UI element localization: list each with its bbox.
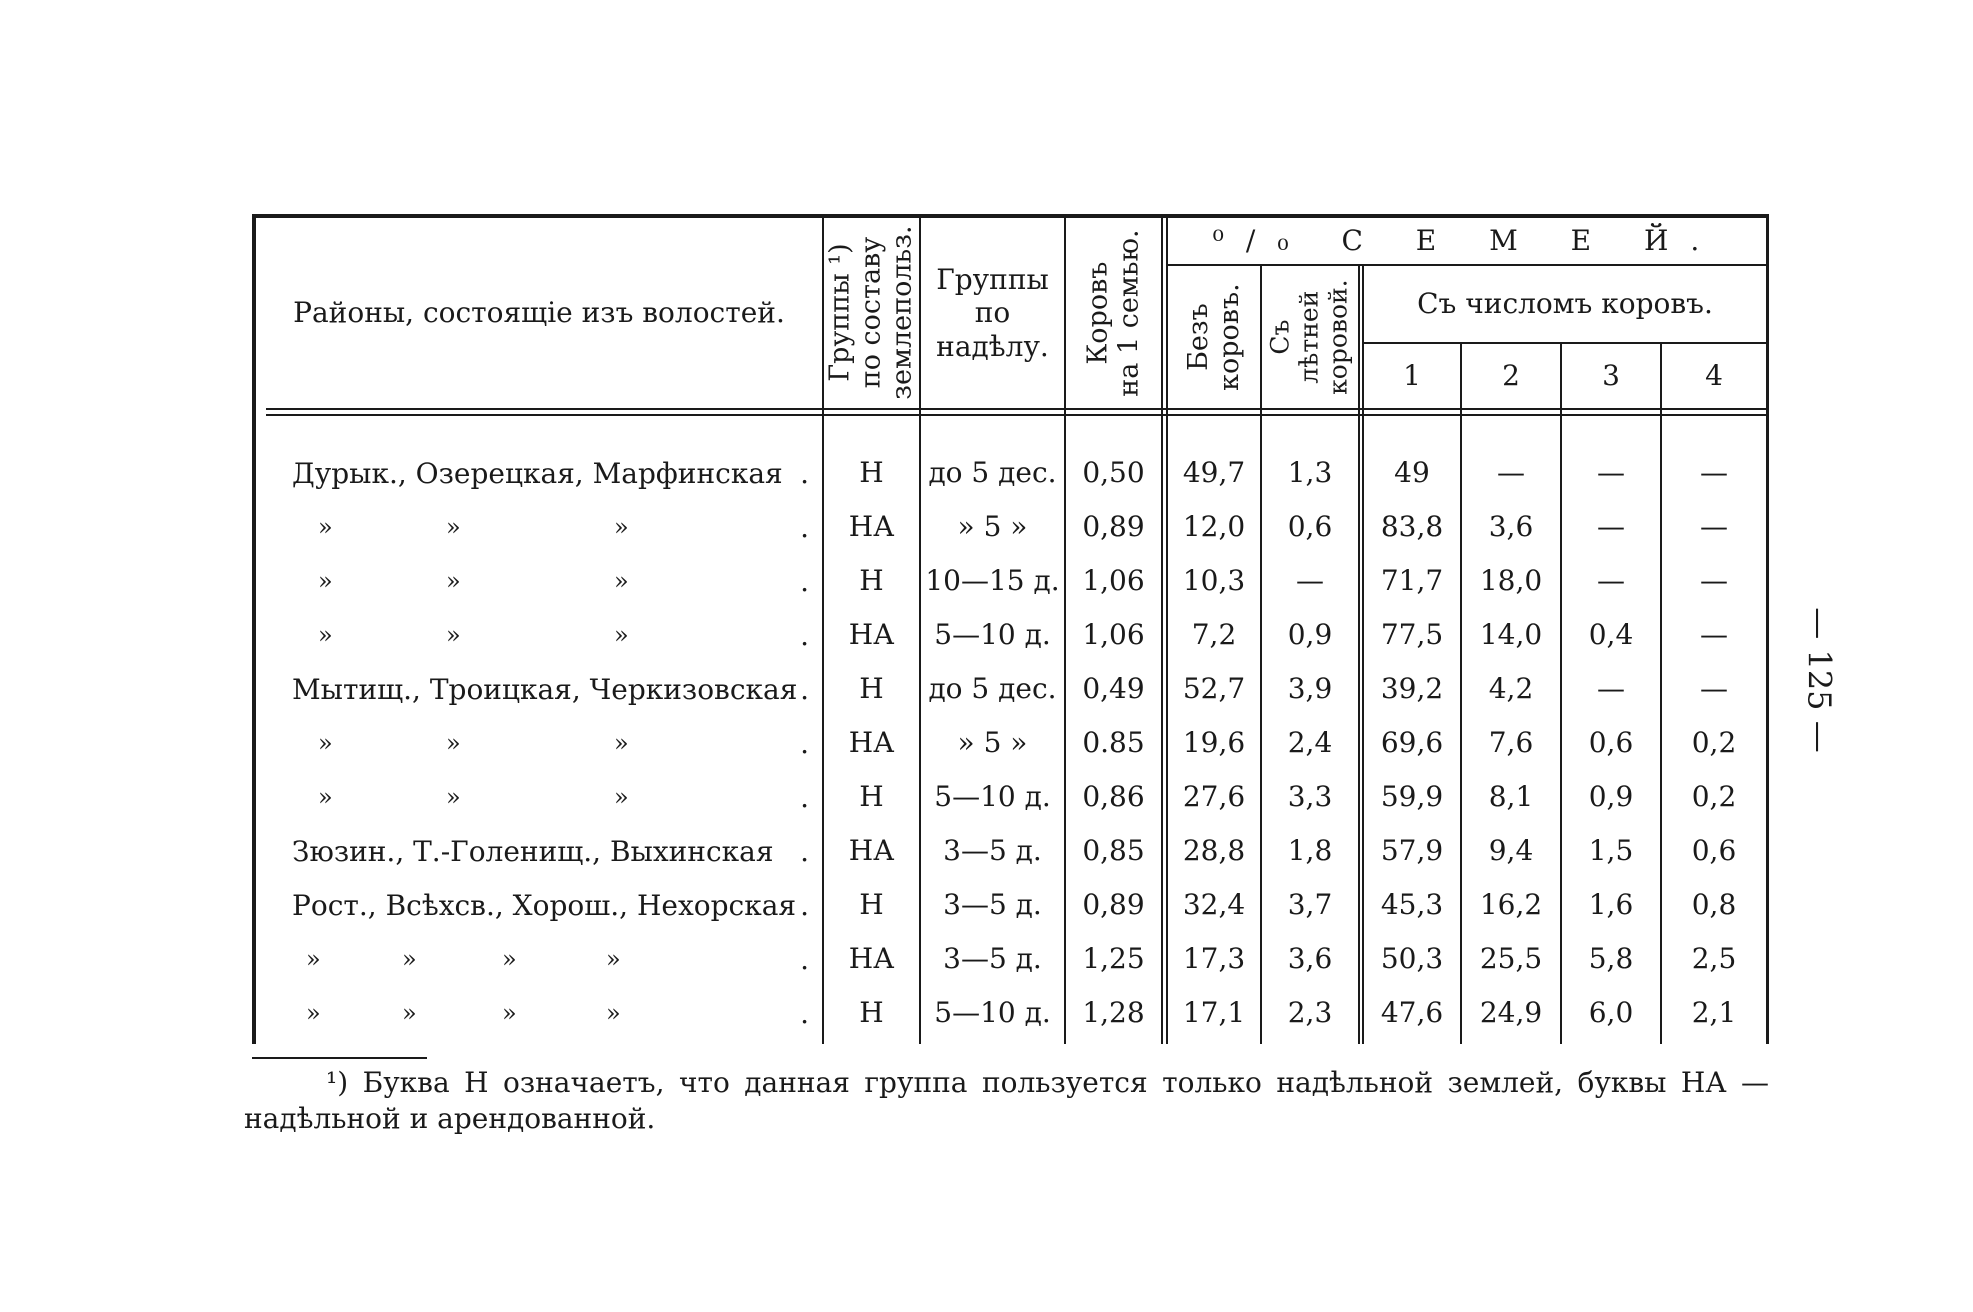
table-cell-cows: 0.85 xyxy=(1082,726,1145,760)
leader-dot: . xyxy=(800,564,809,598)
leader-dot: . xyxy=(800,942,809,976)
table-cell-allot: 5—10 д. xyxy=(934,618,1051,652)
table-cell-c4: — xyxy=(1700,564,1728,598)
region-name: Рост., Всѣхсв., Хорош., Нехорская xyxy=(292,888,797,922)
table-cell-c4: 0,2 xyxy=(1691,780,1737,814)
ditto-mark: » xyxy=(318,729,333,757)
table-cell-summer: 2,3 xyxy=(1287,996,1333,1030)
table-cell-c1: 69,6 xyxy=(1380,726,1444,760)
ditto-mark: » xyxy=(318,513,333,541)
table-cell-summer: 2,4 xyxy=(1287,726,1333,760)
table-cell-summer: 3,9 xyxy=(1287,672,1333,706)
table-cell-c3: 0,6 xyxy=(1588,726,1634,760)
table-cell-cows: 0,89 xyxy=(1082,510,1145,544)
table-cell-c1: 77,5 xyxy=(1380,618,1444,652)
table-cell-cows: 0,85 xyxy=(1082,834,1145,868)
ditto-mark: » xyxy=(306,999,321,1027)
table-cell-allot: » 5 » xyxy=(957,726,1028,760)
table-cell-c4: — xyxy=(1700,618,1728,652)
table-cell-c1: 57,9 xyxy=(1380,834,1444,868)
table-cell-allot: 3—5 д. xyxy=(943,834,1042,868)
region-name: Мытищ., Троицкая, Черкизовская xyxy=(292,672,798,706)
table-cell-summer: — xyxy=(1296,564,1324,598)
row-region xyxy=(256,932,823,986)
row-region xyxy=(256,500,823,554)
table-cell-group: Н xyxy=(859,996,884,1030)
table-cell-cows: 0,49 xyxy=(1082,672,1145,706)
table-cell-c4: 0,2 xyxy=(1691,726,1737,760)
ditto-mark: » xyxy=(446,567,461,595)
footnote-line-1: ¹) Буква Н означаетъ, что данная группа пользуется только надѣльной землей, буквы НА — xyxy=(326,1066,1769,1099)
table-cell-allot: до 5 дес. xyxy=(928,456,1057,490)
table-cell-c2: 25,5 xyxy=(1479,942,1543,976)
row-region xyxy=(256,446,823,500)
table-cell-group: Н xyxy=(859,888,884,922)
header-regions: Районы, состоящіе изъ волостей. xyxy=(293,296,785,330)
table-cell-c1: 59,9 xyxy=(1380,780,1444,814)
table-cell-c3: — xyxy=(1597,672,1625,706)
footnote-line-2: надѣльной и арендованной. xyxy=(244,1102,656,1135)
table-cell-c2: 9,4 xyxy=(1488,834,1534,868)
table-cell-cows: 0,89 xyxy=(1082,888,1145,922)
table-cell-group: НА xyxy=(848,618,895,652)
table-cell-none: 52,7 xyxy=(1182,672,1246,706)
table-cell-cows: 1,06 xyxy=(1082,564,1145,598)
table-cell-c3: 0,9 xyxy=(1588,780,1634,814)
row-region xyxy=(256,716,823,770)
ditto-mark: » xyxy=(318,783,333,811)
table-cell-c3: 0,4 xyxy=(1588,618,1634,652)
table-cell-cows: 0,50 xyxy=(1082,456,1145,490)
table-cell-group: Н xyxy=(859,780,884,814)
region-name: Зюзин., Т.-Голенищ., Выхинская xyxy=(292,834,774,868)
leader-dot: . xyxy=(800,996,809,1030)
table-cell-c4: 0,6 xyxy=(1691,834,1737,868)
table-cell-summer: 3,3 xyxy=(1287,780,1333,814)
region-name: Дурык., Озерецкая, Марфинская xyxy=(292,456,783,490)
ditto-mark: » xyxy=(606,945,621,973)
table-cell-c3: 6,0 xyxy=(1588,996,1634,1030)
row-region xyxy=(256,554,823,608)
table-cell-c1: 47,6 xyxy=(1380,996,1444,1030)
table-cell-c1: 49 xyxy=(1394,456,1430,490)
table-cell-none: 7,2 xyxy=(1191,618,1237,652)
leader-dot: . xyxy=(800,888,809,922)
table-cell-allot: 5—10 д. xyxy=(934,996,1051,1030)
table-cell-none: 32,4 xyxy=(1182,888,1246,922)
table-cell-c1: 83,8 xyxy=(1380,510,1444,544)
table-cell-group: НА xyxy=(848,510,895,544)
ditto-mark: » xyxy=(446,621,461,649)
row-region xyxy=(256,662,823,716)
table-cell-c4: 2,1 xyxy=(1691,996,1737,1030)
table-cell-none: 28,8 xyxy=(1182,834,1246,868)
row-region xyxy=(256,986,823,1040)
ditto-mark: » xyxy=(614,567,629,595)
leader-dot: . xyxy=(800,672,809,706)
statistics-table xyxy=(252,214,1769,1044)
table-cell-group: Н xyxy=(859,672,884,706)
ditto-mark: » xyxy=(502,999,517,1027)
ditto-mark: » xyxy=(318,567,333,595)
ditto-mark: » xyxy=(614,783,629,811)
table-cell-c2: 4,2 xyxy=(1488,672,1534,706)
leader-dot: . xyxy=(800,456,809,490)
table-cell-summer: 3,7 xyxy=(1287,888,1333,922)
table-cell-c4: 0,8 xyxy=(1691,888,1737,922)
table-cell-none: 27,6 xyxy=(1182,780,1246,814)
table-cell-c2: 3,6 xyxy=(1488,510,1534,544)
table-cell-c3: 5,8 xyxy=(1588,942,1634,976)
table-cell-c2: — xyxy=(1497,456,1525,490)
table-cell-c2: 16,2 xyxy=(1479,888,1543,922)
table-cell-c1: 50,3 xyxy=(1380,942,1444,976)
leader-dot: . xyxy=(800,618,809,652)
table-cell-none: 17,3 xyxy=(1182,942,1246,976)
table-cell-c2: 7,6 xyxy=(1488,726,1534,760)
table-cell-c3: — xyxy=(1597,564,1625,598)
table-cell-c4: — xyxy=(1700,672,1728,706)
leader-dot: . xyxy=(800,726,809,760)
ditto-mark: » xyxy=(446,513,461,541)
table-cell-cows: 1,25 xyxy=(1082,942,1145,976)
ditto-mark: » xyxy=(446,783,461,811)
leader-dot: . xyxy=(800,780,809,814)
table-cell-allot: 3—5 д. xyxy=(943,888,1042,922)
table-cell-allot: » 5 » xyxy=(957,510,1028,544)
header-cows-per-family: Коровъ на 1 семью. xyxy=(1082,229,1145,397)
table-cell-c1: 39,2 xyxy=(1380,672,1444,706)
ditto-mark: » xyxy=(614,513,629,541)
table-cell-summer: 1,3 xyxy=(1287,456,1333,490)
table-cell-c3: 1,5 xyxy=(1588,834,1634,868)
ditto-mark: » xyxy=(306,945,321,973)
header-count-4: 4 xyxy=(1705,359,1723,393)
table-cell-c2: 14,0 xyxy=(1479,618,1543,652)
header-group-allotment: Группы по надѣлу. xyxy=(936,262,1049,363)
table-cell-c4: — xyxy=(1700,456,1728,490)
row-region xyxy=(256,770,823,824)
ditto-mark: » xyxy=(402,945,417,973)
table-cell-allot: 3—5 д. xyxy=(943,942,1042,976)
row-region xyxy=(256,608,823,662)
table-cell-none: 19,6 xyxy=(1182,726,1246,760)
table-cell-none: 10,3 xyxy=(1182,564,1246,598)
table-cell-group: НА xyxy=(848,942,895,976)
header-no-cows: Безъ коровъ. xyxy=(1182,283,1246,391)
leader-dot: . xyxy=(800,510,809,544)
table-cell-none: 12,0 xyxy=(1182,510,1246,544)
table-cell-cows: 0,86 xyxy=(1082,780,1145,814)
header-count-3: 3 xyxy=(1602,359,1620,393)
table-cell-summer: 0,6 xyxy=(1287,510,1333,544)
header-summer-cow: Съ лѣтней коровой. xyxy=(1265,279,1353,395)
ditto-mark: » xyxy=(402,999,417,1027)
header-group-land: Группы ¹) по составу землепольз. xyxy=(824,225,919,401)
table-cell-summer: 3,6 xyxy=(1287,942,1333,976)
table-cell-c3: 1,6 xyxy=(1588,888,1634,922)
table-cell-group: Н xyxy=(859,456,884,490)
ditto-mark: » xyxy=(318,621,333,649)
table-cell-c1: 45,3 xyxy=(1380,888,1444,922)
table-cell-c3: — xyxy=(1597,456,1625,490)
header-count-1: 1 xyxy=(1403,359,1421,393)
table-cell-cows: 1,06 xyxy=(1082,618,1145,652)
table-cell-c3: — xyxy=(1597,510,1625,544)
ditto-mark: » xyxy=(614,621,629,649)
footnote-rule xyxy=(252,1057,427,1059)
header-with-cows: Съ числомъ коровъ. xyxy=(1417,287,1713,321)
table-cell-c4: 2,5 xyxy=(1691,942,1737,976)
ditto-mark: » xyxy=(502,945,517,973)
leader-dot: . xyxy=(800,834,809,868)
table-cell-group: НА xyxy=(848,726,895,760)
ditto-mark: » xyxy=(446,729,461,757)
table-cell-allot: 10—15 д. xyxy=(925,564,1060,598)
page-number: — 125 — xyxy=(1801,607,1840,753)
header-count-2: 2 xyxy=(1502,359,1520,393)
table-cell-c1: 71,7 xyxy=(1380,564,1444,598)
table-cell-group: НА xyxy=(848,834,895,868)
footnote xyxy=(244,1065,1769,1137)
table-cell-allot: до 5 дес. xyxy=(928,672,1057,706)
row-region xyxy=(256,878,823,932)
table-cell-summer: 1,8 xyxy=(1287,834,1333,868)
ditto-mark: » xyxy=(606,999,621,1027)
ditto-mark: » xyxy=(614,729,629,757)
table-cell-cows: 1,28 xyxy=(1082,996,1145,1030)
table-cell-group: Н xyxy=(859,564,884,598)
table-cell-c2: 8,1 xyxy=(1488,780,1534,814)
table-cell-none: 17,1 xyxy=(1182,996,1246,1030)
header-percent-families: ⁰/₀ С Е М Е Й. xyxy=(1212,224,1722,258)
table-cell-c2: 24,9 xyxy=(1479,996,1543,1030)
table-cell-allot: 5—10 д. xyxy=(934,780,1051,814)
table-cell-c2: 18,0 xyxy=(1479,564,1543,598)
row-region xyxy=(256,824,823,878)
table-cell-summer: 0,9 xyxy=(1287,618,1333,652)
table-cell-c4: — xyxy=(1700,510,1728,544)
table-cell-none: 49,7 xyxy=(1182,456,1246,490)
